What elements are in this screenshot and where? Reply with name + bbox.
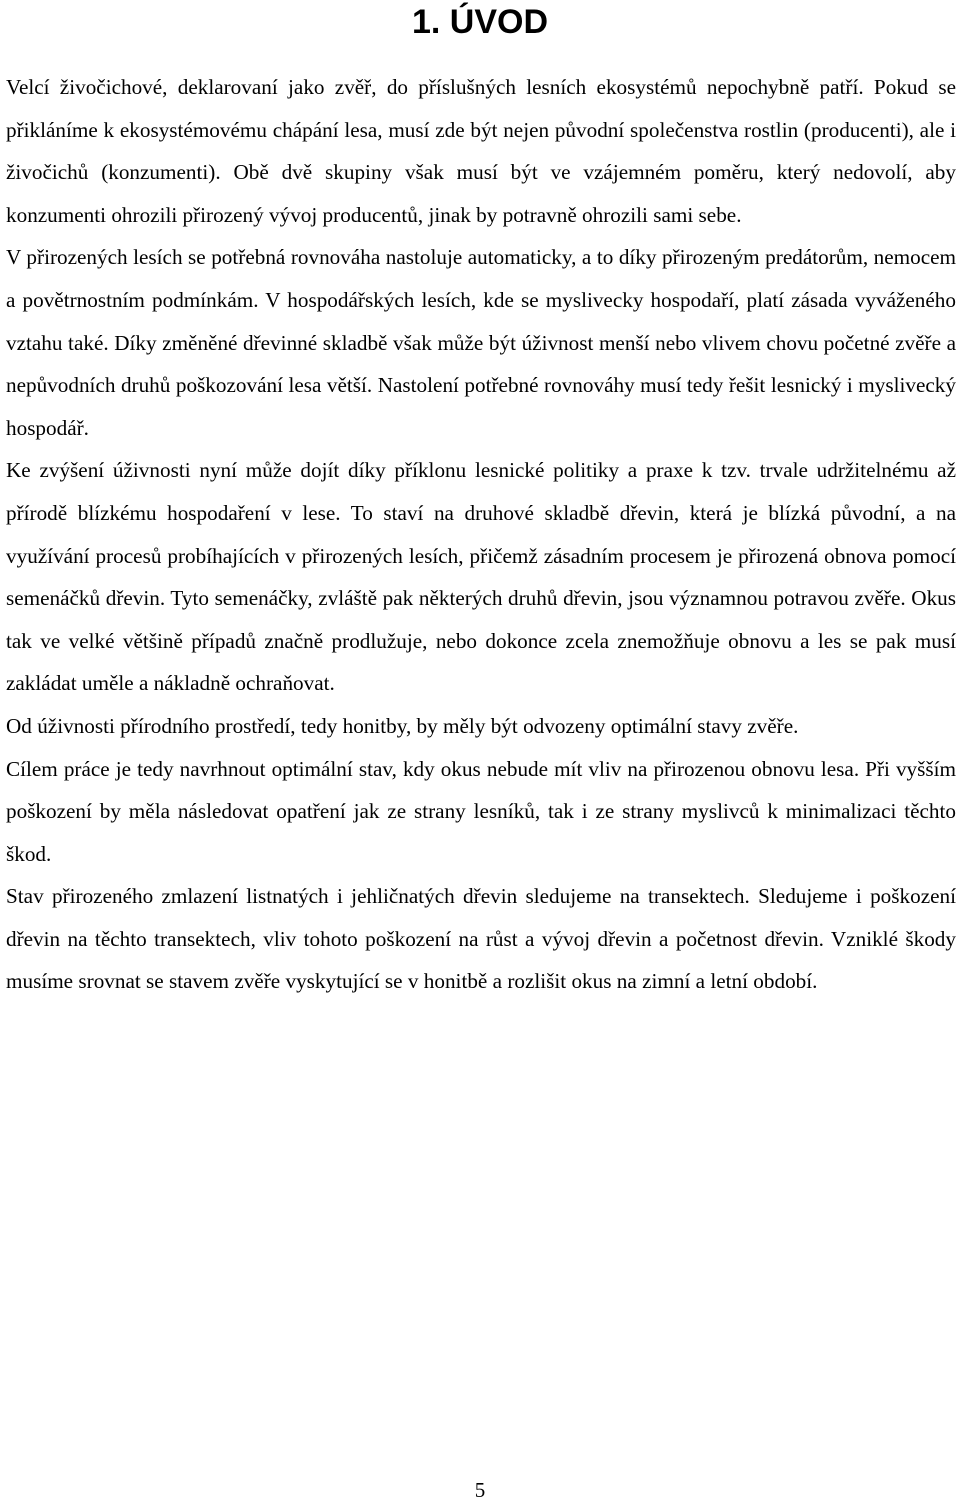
paragraph-natural-forests: V přirozených lesích se potřebná rovnováha nastoluje automaticky, a to díky přirozeným predátorům, nemocem a povětrnostním podmínkám. V hospodářských lesích, kde se myslivecky hospodaří, platí zásada vyváženého vztahu také. Díky změněné dřevinné skladbě však může být úživnost menší nebo vlivem chovu početné zvěře a nepůvodních druhů poškozování lesa větší. Nastolení potřebné rovnováhy musí tedy řešit lesnický i myslivecký hospodář. (6, 245, 956, 440)
paragraph-aim: Cílem práce je tedy navrhnout optimální stav, kdy okus nebude mít vliv na přirozenou obnovu lesa. Při vyšším poškození by měla následovat opatření jak ze strany lesníků, tak i ze strany myslivců k minimalizaci těchto škod. (6, 756, 956, 866)
body-text (6, 66, 956, 1003)
paragraph-carrying-capacity: Ke zvýšení úživnosti nyní může dojít díky příklonu lesnické politiky a praxe k tzv. trvale udržitelnému až přírodě blízkému hospodaření v lese. To staví na druhové skladbě dřevin, která je blízká původní, a na využívání procesů probíhajících v přirozených lesích, přičemž zásadním procesem je přirozená obnova pomocí semenáčků dřevin. Tyto semenáčky, zvláště pak některých druhů dřevin, jsou významnou potravou zvěře. Okus tak ve velké většině případů značně prodlužuje, nebo dokonce zcela znemožňuje obnovu a les se pak musí zakládat uměle a nákladně ochraňovat. (6, 458, 956, 696)
section-heading: 1. ÚVOD (411, 3, 549, 41)
paragraph-method: Stav přirozeného zmlazení listnatých i jehličnatých dřevin sledujeme na transektech. Sledujeme i poškození dřevin na těchto transektech, vliv tohoto poškození na růst a vývoj dřevin a početnost dřevin. Vzniklé škody musíme srovnat se stavem zvěře vyskytující se v honitbě a rozlišit okus na zimní a letní období. (6, 884, 956, 994)
paragraph-intro: Velcí živočichové, deklarovaní jako zvěř, do příslušných lesních ekosystémů nepochybně patří. Pokud se přikláníme k ekosystémovému chápání lesa, musí zde být nejen původní společenstva rostlin (producenti), ale i živočichů (konzumenti). Obě dvě skupiny však musí být ve vzájemném poměru, který nedovolí, aby konzumenti ohrozili přirozený vývoj producentů, jinak by potravně ohrozili sami sebe. (6, 75, 956, 227)
paragraph-optimal-stocks: Od úživnosti přírodního prostředí, tedy honitby, by měly být odvozeny optimální stavy zvěře. (6, 713, 799, 738)
page-number: 5 (474, 1478, 486, 1502)
